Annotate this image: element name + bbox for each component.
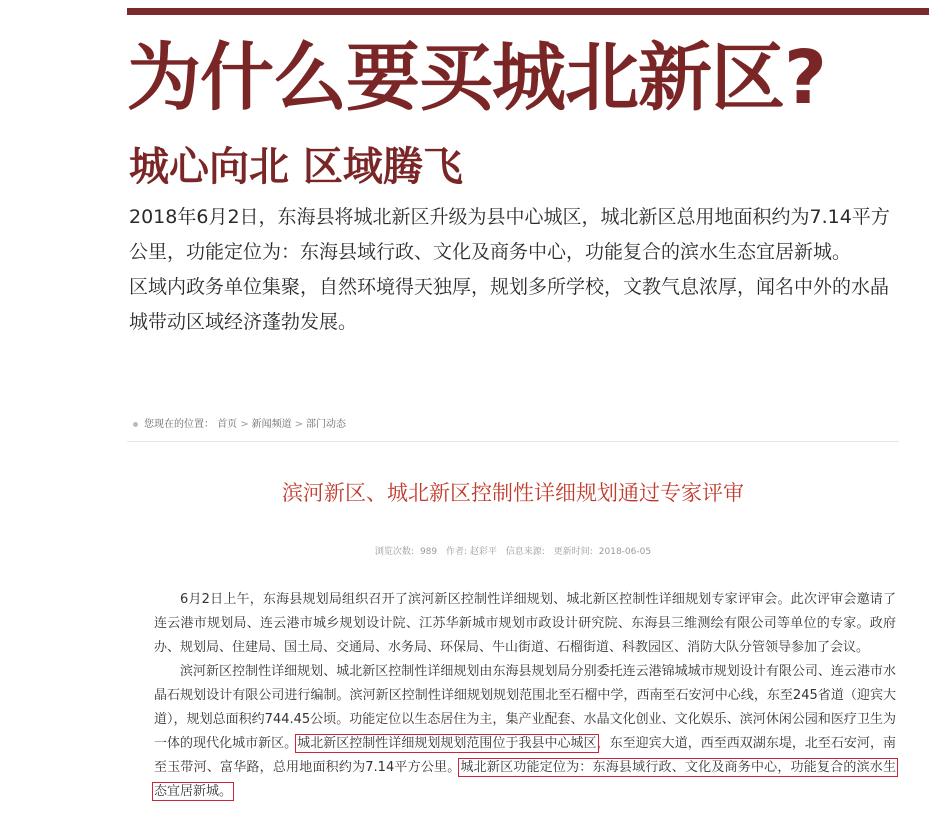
breadcrumb-separator: > [240,419,249,430]
article-title: 滨河新区、城北新区控制性详细规划通过专家评审 [282,481,744,505]
headline: 为什么要买城北新区? [127,35,826,121]
intro-paragraph: 区域内政务单位集聚，自然环境得天独厚，规划多所学校，文教气息浓厚，闻名中外的水晶城带动区域经济蓬勃发展。 [129,276,890,333]
divider [127,441,899,442]
paragraph-text: 滨河新区控制性详细规划、城北新区控制性详细规划由东海县规划局分别委托连云港锦城城市规划设计有限公司、连云港市水晶石规划设计有限公司进行编制。滨河新区控制性详细规划规划范围北至石榴中学，西南至石安河中心线，东至245省道（迎宾大道），规划总面积约744.45公顷。功能定位以生态居住为主，集产业配套、水晶文化创业、文化娱乐、滨河休闲公园和医疗卫生为一体的现代化城市新区。 [154,664,896,751]
top-accent-bar [127,8,929,15]
breadcrumb-item-department[interactable]: 部门动态 [305,419,346,430]
breadcrumb-prefix: 您现在的位置： [144,419,214,430]
breadcrumb-item-news[interactable]: 新闻频道 [251,419,292,430]
intro-text [129,200,904,340]
views-label: 浏览次数: [374,547,414,557]
article-paragraph [154,660,896,804]
highlighted-text: 城北新区功能定位为：东海县域行政、文化及商务中心，功能复合的滨水生态宜居新城。 [154,760,896,799]
breadcrumb-separator: > [294,419,303,430]
article-screenshot [127,405,899,826]
breadcrumb-item-home[interactable]: 首页 [217,419,238,430]
update-time: 2018-06-05 [598,547,652,557]
source-label: 信息来源: [505,547,545,557]
article-body [154,588,896,804]
views-count: 989 [419,547,438,557]
article-paragraph: 6月2日上午，东海县规划局组织召开了滨河新区控制性详细规划、城北新区控制性详细规划专家评审会。此次评审会邀请了连云港市规划局、连云港市城乡规划设计院、江苏华新城市规划市政设计研究院、东海县三维测绘有限公司等单位的专家。政府办、规划局、住建局、国土局、交通局、水务局、环保局、牛山街道、石榴街道、科教园区、消防大队分管领导参加了会议。 [154,592,896,655]
paragraph-text: ，东至迎宾大道，西至西双湖东堤，北至石安河，南至玉带河、富华路，总用地面积约为7.14平方公里。 [154,736,896,775]
article-meta [127,544,899,557]
update-time-label: 更新时间: [553,547,593,557]
breadcrumb [133,415,346,430]
intro-paragraph: 2018年6月2日，东海县将城北新区升级为县中心城区，城北新区总用地面积约为7.14平方公里，功能定位为：东海县域行政、文化及商务中心，功能复合的滨水生态宜居新城。 [129,206,890,263]
highlighted-text: 城北新区控制性详细规划规划范围位于我县中心城区 [297,736,597,751]
author: 作者: 赵彩平 [446,547,497,557]
subheadline: 城心向北 区域腾飞 [129,144,463,190]
location-icon [133,422,138,427]
